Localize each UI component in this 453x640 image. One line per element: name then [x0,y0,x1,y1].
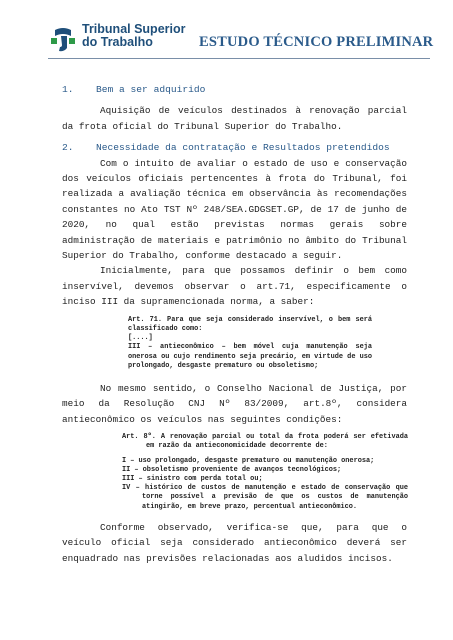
section-2-title: Necessidade da contratação e Resultados pretendidos [96,142,390,154]
quote-1-line-2: [....] [128,334,153,343]
header-divider [48,58,430,59]
quote-2-line-2: I – uso prolongado, desgaste prematuro ou manutenção onerosa; [122,456,375,465]
logo-wordmark [82,23,186,49]
document-header [0,0,453,62]
quote-2-line-5: IV – histórico de custos de manutenção e estado de conservação que torne possível a previsão de que os custos de manutenção atingirão, em breve prazo, percentual antieconômico. [122,484,408,511]
paragraph-2: Inicialmente, para que possamos definir o bem como inservível, devemos observar o art.71, especificamente o inciso III da supramencionada norma, a saber: [62,265,407,308]
paragraph-4: Conforme observado, verifica-se que, para que o veículo oficial seja considerado antieconômico deverá ser enquadrado nas previsões relacionadas aos aludidos incisos. [62,521,407,564]
quote-1-line-3: III – antieconômico – bem móvel cuja manutenção seja onerosa ou cujo rendimento seja precário, em virtude de uso prolongado, desgaste prematuro ou obsoletismo; [128,343,372,370]
quote-1-line-1: Art. 71. Para que seja considerado inservível, o bem será classificado como: [128,315,372,333]
quote-article-71 [128,316,372,371]
section-1-number: 1. [62,84,74,95]
quote-2-line-4: III – sinistro com perda total ou; [122,474,263,483]
paragraph-1: Com o intuito de avaliar o estado de uso e conservação dos veículos oficiais pertencentes à frota do Tribunal, foi realizada a avaliação técnica em observância às recomendações constantes no Ato TST Nº 248/SEA.GDGSET.GP, de 17 de junho de 2020, no qual estão previstas normas gerais sobre administração de materiais e patrimônio no âmbito do Tribunal Superior do Trabalho, conforme destacado a seguir. [62,157,407,262]
tst-logo-icon [49,24,79,54]
quote-2-line-1: Art. 8º. A renovação parcial ou total da frota poderá ser efetivada em razão da antieconomicidade decorrente de: [122,433,408,451]
document-title: ESTUDO TÉCNICO PRELIMINAR [199,34,434,50]
section-2-number: 2. [62,142,74,154]
quote-2-line-3: II – obsoletismo proveniente de avanços tecnológicos; [122,465,342,474]
logo-line-2: do Trabalho [82,35,153,49]
quote-article-8 [122,433,408,512]
section-1-text: Aquisição de veículos destinados à renovação parcial da frota oficial do Tribunal Superior do Trabalho. [62,105,407,132]
section-2-heading [62,140,407,155]
paragraph-3: No mesmo sentido, o Conselho Nacional de Justiça, por meio da Resolução CNJ Nº 83/2009, art.8º, considera antieconômico os veículos nas seguintes condições: [62,382,407,425]
section-1-title: Bem a ser adquirido [96,84,206,95]
section-1-heading [62,82,407,97]
logo-line-1: Tribunal Superior [82,22,186,36]
document-body [62,82,407,566]
